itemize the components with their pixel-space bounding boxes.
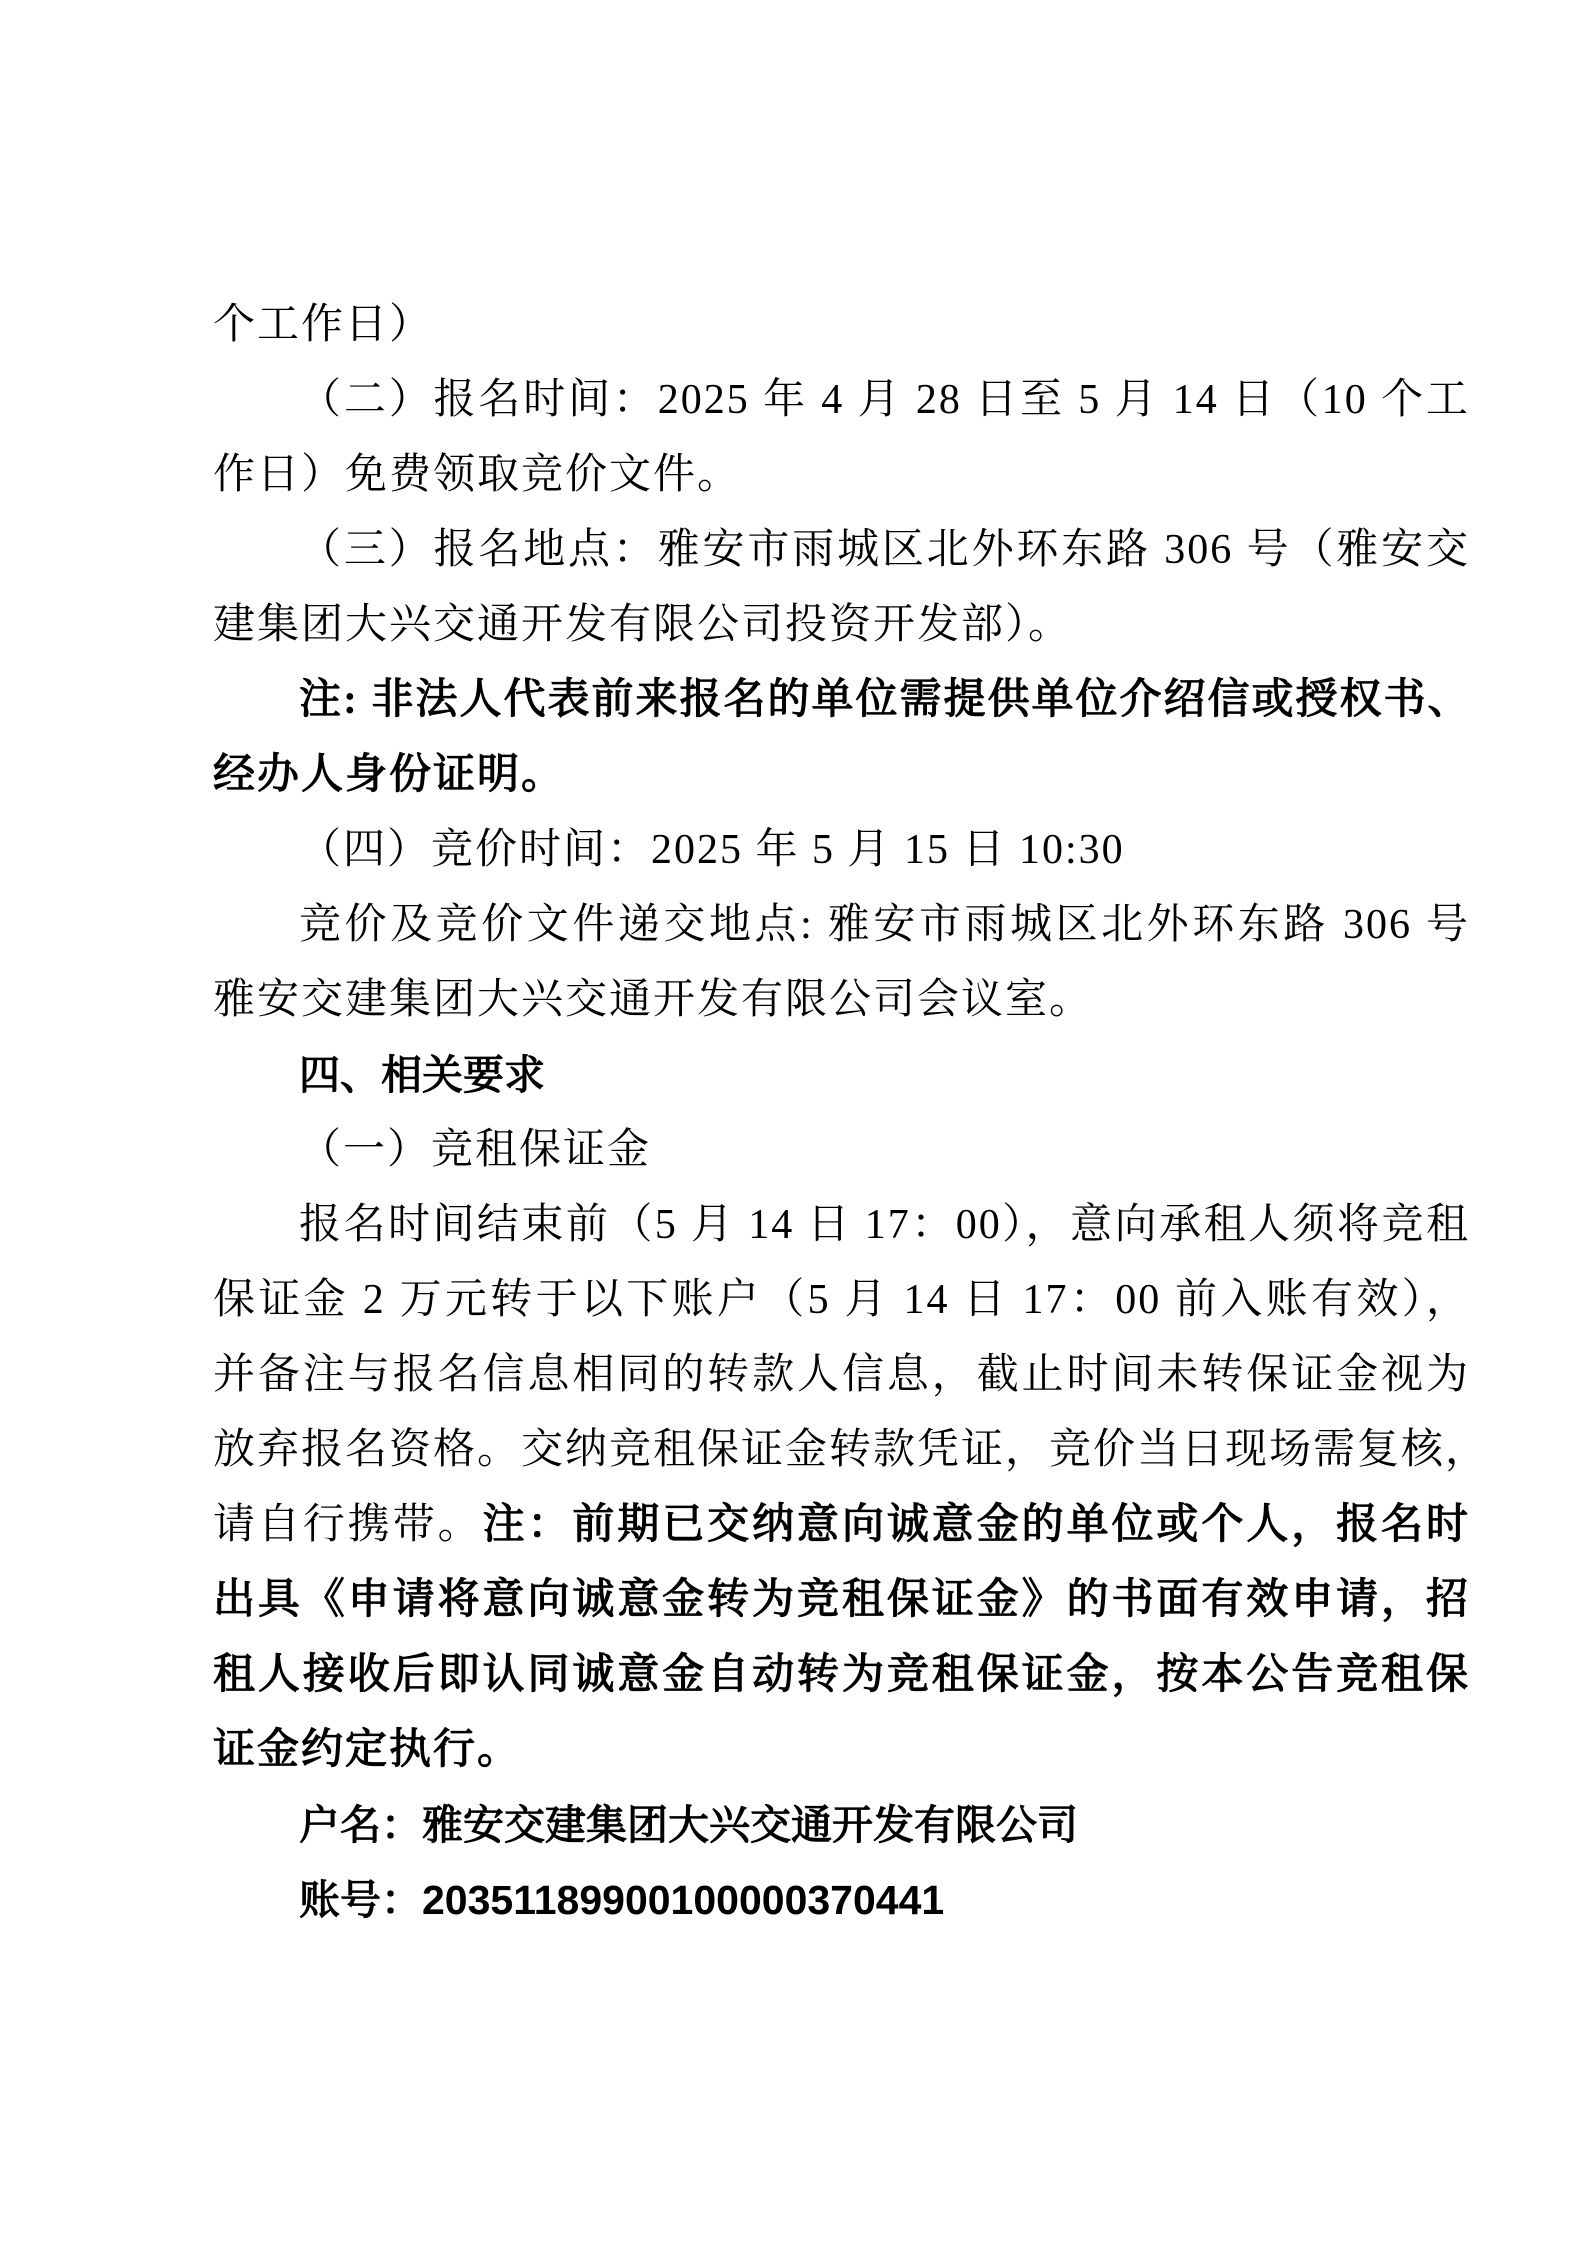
text-run: 注: 非法人代表前来报名的单位需提供单位介绍信或授权书、 — [299, 677, 1472, 723]
text-run: （一）竞租保证金 — [299, 1127, 652, 1173]
text-line-9 — [213, 888, 1470, 963]
text-run: 个工作日） — [213, 302, 434, 348]
text-run: 证金约定执行。 — [213, 1727, 522, 1773]
text-run: 雅安交建集团大兴交通开发有限公司会议室。 — [213, 977, 1094, 1023]
text-run: 户名：雅安交建集团大兴交通开发有限公司 — [299, 1802, 1078, 1848]
text-run: 租人接收后即认同诚意金自动转为竞租保证金，按本公告竞租保 — [213, 1652, 1470, 1698]
text-line-20 — [213, 1713, 1470, 1788]
text-run: 四、相关要求 — [299, 1052, 545, 1098]
text-line-19 — [213, 1638, 1470, 1713]
text-run: 报名时间结束前（5 月 14 日 17：00），意向承租人须将竞租 — [299, 1202, 1470, 1248]
text-line-21 — [213, 1788, 1470, 1863]
text-run: 竞价及竞价文件递交地点: 雅安市雨城区北外环东路 306 号 — [299, 902, 1470, 948]
text-line-7 — [213, 738, 1470, 813]
text-run: 建集团大兴交通开发有限公司投资开发部）。 — [213, 602, 1073, 648]
text-run: （三）报名地点：雅安市雨城区北外环东路 306 号（雅安交 — [299, 527, 1470, 573]
text-run: 并备注与报名信息相同的转款人信息，截止时间未转保证金视为 — [213, 1352, 1470, 1398]
text-line-3 — [213, 438, 1470, 513]
text-line-14 — [213, 1263, 1470, 1338]
text-line-11 — [213, 1038, 1470, 1113]
text-line-8 — [213, 813, 1470, 888]
text-line-13 — [213, 1188, 1470, 1263]
text-line-10 — [213, 963, 1470, 1038]
text-run: 放弃报名资格。交纳竞租保证金转款凭证，竞价当日现场需复核， — [213, 1427, 1490, 1473]
text-run: 账号：20351189900100000370441 — [299, 1877, 945, 1923]
text-line-5 — [213, 588, 1470, 663]
text-run: 作日）免费领取竞价文件。 — [213, 452, 742, 498]
text-line-18 — [213, 1563, 1470, 1638]
text-line-4 — [213, 513, 1470, 588]
text-run: 出具《申请将意向诚意金转为竞租保证金》的书面有效申请，招 — [213, 1577, 1470, 1623]
text-line-22 — [213, 1863, 1470, 1938]
text-run: 经办人身份证明。 — [213, 752, 566, 798]
text-run: 保证金 2 万元转于以下账户（5 月 14 日 17：00 前入账有效）， — [213, 1277, 1470, 1323]
text-run: （二）报名时间：2025 年 4 月 28 日至 5 月 14 日（10 个工 — [299, 377, 1470, 423]
text-line-17 — [213, 1488, 1470, 1563]
text-line-1 — [213, 288, 1470, 363]
text-line-16 — [213, 1413, 1490, 1488]
text-run: 注：前期已交纳意向诚意金的单位或个人，报名时 — [482, 1502, 1470, 1548]
text-line-15 — [213, 1338, 1470, 1413]
text-line-2 — [213, 363, 1470, 438]
text-run: 请自行携带。 — [213, 1502, 483, 1548]
document-text-block — [213, 288, 1490, 1938]
text-line-12 — [213, 1113, 1470, 1188]
text-line-6 — [213, 663, 1470, 738]
text-run: （四）竞价时间：2025 年 5 月 15 日 10:30 — [299, 827, 1125, 873]
